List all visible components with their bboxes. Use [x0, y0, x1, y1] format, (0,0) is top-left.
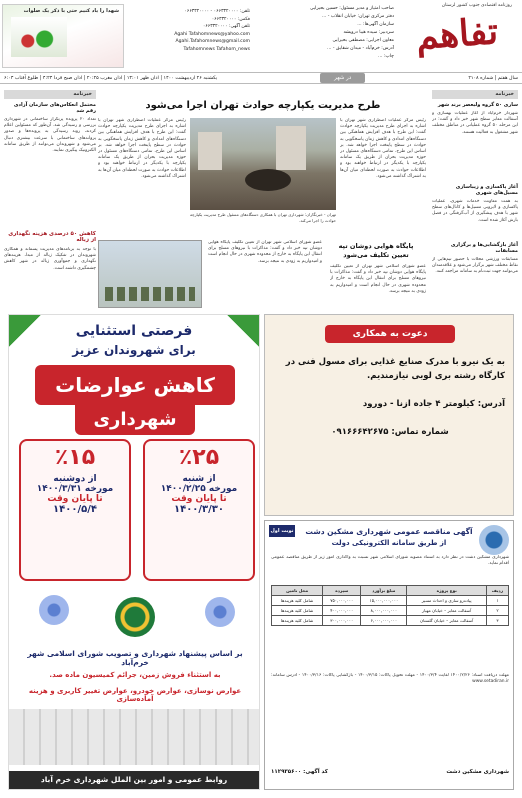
discount-from: از شنبه: [182, 474, 216, 484]
discount-ad: [8, 314, 260, 790]
table-row: [272, 616, 509, 626]
martyrs-banner: [2, 4, 124, 68]
publisher-line: آدرس: خرم‌آباد - میدان شقایق - ...: [327, 46, 394, 51]
hiring-ad: [264, 314, 514, 516]
building-shape: [276, 126, 306, 170]
publisher-line: سردبیر: سیده هیبا درویشه: [343, 30, 394, 35]
ad-line-1: فرصتی استثنایی: [75, 323, 193, 339]
discount-date: مورخه ۱۴۰۰/۲/۲۵: [160, 484, 238, 494]
discount-date: مورخه ۱۴۰۰/۳/۳۱: [36, 484, 114, 494]
discount-box-left: [19, 439, 131, 581]
table-cell: ۱: [486, 596, 508, 606]
discount-percent: ٪۲۵: [178, 445, 220, 470]
sub-article-text: عضو شورای اسلامی شهر تهران از تعیین تکلیف پایگاه هوایی دوشان تپه خبر داد و گفت: مذاکرات با نیروهای مسلح برای انتقال این پایگاه به خارج از محدوده شهری در حال انجام است و امیدواریم به زودی به نتیجه برسد.: [330, 264, 426, 294]
dateline-bar: [0, 72, 522, 84]
table-header: محل تامین: [272, 586, 323, 596]
hiring-phone: شماره تماس: ۰۹۱۶۶۶۴۲۶۷۵: [331, 427, 449, 437]
ad-exception-1: به استثناء فروش زمین، جرائم کمیسیون ماده صد.: [49, 671, 221, 679]
publisher-line: چاپ: ...: [378, 54, 394, 59]
news-title: آغاز پاکسازی و زیباسازی مسیل‌های شهری: [455, 184, 518, 196]
building-shape: [198, 132, 222, 170]
banner-title: شهدا را یاد کنیم حتی با ذکر یک صلوات: [23, 8, 119, 14]
tender-signature: شهرداری مشکین دشت: [446, 769, 509, 775]
news-text: مسابقات ورزشی محلات با حضور تیم‌هایی از نقاط مختلف شهر برگزار می‌شود و علاقه‌مندان می‌توانند جهت ثبت‌نام به سامانه مراجعه کنند.: [432, 257, 518, 275]
discount-end: ۱۴۰۰/۳/۳۰: [173, 504, 225, 515]
tender-intro: شهرداری مشکین دشت در نظر دارد به استناد مصوبه شورای اسلامی شهر نسبت به واگذاری امور زیر از طریق مناقصه عمومی اقدام نماید.: [271, 555, 509, 567]
article-column: رئیس مرکز عملیات اضطراری شهر تهران با اشاره به اجرای طرح مدیریت یکپارچه حوادث گفت: این طرح با هدف افزایش هماهنگی بین دستگاه‌های امدادی و کاهش زمان پاسخگویی به حوادث در سطح پایتخت اجرا خواهد شد. بر اساس این طرح، تمامی دستگاه‌های مسئول در حوزه مدیریت بحران از طریق یک سامانه یکپارچه با یکدیگر در ارتباط خواهند بود و اطلاعات حوادث به صورت لحظه‌ای میان آن‌ها به اشتراک گذاشته می‌شود.: [98, 118, 186, 179]
table-cell: ۳۰۰,۰۰۰,۰۰۰: [323, 616, 361, 626]
right-news-column: [432, 90, 518, 310]
table-row: [272, 606, 509, 616]
news-text: به همت معاونت خدمات شهری، عملیات پاکسازی و لایروبی مسیل‌ها و کانال‌های سطح شهر با هدف پیشگیری از آب‌گرفتگی در فصل بارش آغاز شده است.: [432, 199, 518, 223]
ad-basis: بر اساس پیشنهاد شهرداری و تصویب شورای اسلامی شهر خرم‌آباد: [27, 649, 243, 667]
news-text: شهردار خرم‌آباد از آغاز عملیات بهسازی و آسفالت معابر سطح شهر خبر داد و گفت: در این مرحله ۵۰ گروه عملیاتی در مناطق مختلف شهر مشغول به فعالیت هستند.: [432, 111, 518, 135]
discount-end: ۱۴۰۰/۵/۴: [53, 504, 97, 515]
table-header: نوع پروژه: [407, 586, 487, 596]
news-title: ساری ۵۰ گروه ولیعصر برند شهر: [437, 102, 518, 108]
ad-banner-2: شهرداری: [75, 405, 195, 435]
table-cell: آسفالت معابر – خیابان مهیار: [407, 606, 487, 616]
newspaper-logo: تفاهم: [414, 10, 500, 58]
sinkhole-photo: [190, 118, 336, 210]
publisher-line: معاون اجرایی: مصطفی بحیرایی: [332, 38, 394, 43]
table-cell: شامل کلیه هزینه‌ها: [272, 606, 323, 616]
section-label: در شهر: [320, 73, 365, 83]
main-headline: طرح مدیریت یکپارچه حوادث تهران اجرا می‌شود: [145, 100, 381, 111]
sub-headline-line: تعیین تکلیف می‌شود: [343, 251, 409, 259]
table-cell: ۳: [486, 616, 508, 626]
hiring-title: دعوت به همکاری: [325, 325, 455, 343]
news-text: با توجه به برنامه‌های مدیریت پسماند و همکاری شهروندان در تفکیک زباله از مبدا، هزینه‌های نگهداری و جمع‌آوری زباله در شهر کاهش چشمگیری داشته است.: [4, 247, 96, 271]
discount-until: تا پایان وقت: [47, 494, 103, 504]
table-header: مبلغ برآورد: [361, 586, 407, 596]
masthead: [0, 0, 522, 86]
table-cell: ۱۵,۰۰۰,۰۰۰,۰۰۰: [361, 596, 407, 606]
table-cell: ۸,۰۰۰,۰۰۰,۰۰۰: [361, 606, 407, 616]
contact-line: تلفن آگهی: ۰۶۶۳۳۲۰۰۰۰: [202, 24, 250, 30]
table-cell: آسفالت معابر – خیابان گلستان: [407, 616, 487, 626]
column-heading: خبرنامه: [4, 90, 96, 99]
publisher-line: صاحب امتیاز و مدیر مسئول: حسین بحیرایی: [309, 6, 394, 11]
discount-percent: ٪۱۵: [54, 445, 96, 470]
article-column: رئیس مرکز عملیات اضطراری شهر تهران با اشاره به اجرای طرح مدیریت یکپارچه حوادث گفت: این طرح با هدف افزایش هماهنگی بین دستگاه‌های امدادی و کاهش زمان پاسخگویی به حوادث در سطح پایتخت اجرا خواهد شد. بر اساس این طرح، تمامی دستگاه‌های مسئول در حوزه مدیریت بحران از طریق یک سامانه یکپارچه با یکدیگر در ارتباط خواهند بود و اطلاعات حوادث به صورت لحظه‌ای میان آن‌ها به اشتراک گذاشته می‌شود.: [340, 118, 426, 179]
table-cell: ۲: [486, 606, 508, 616]
tender-ad: [264, 520, 514, 790]
municipality-logo: [479, 525, 509, 555]
banner-image: [11, 17, 67, 57]
discount-from: از دوشنبه: [53, 474, 97, 484]
table-cell: پیاده‌رو سازی و احداث مسیر: [407, 596, 487, 606]
tender-table: [271, 585, 509, 626]
table-cell: ۴۰۰,۰۰۰,۰۰۰: [323, 606, 361, 616]
table-cell: ۶,۰۰۰,۰۰۰,۰۰۰: [361, 616, 407, 626]
table-cell: شامل کلیه هزینه‌ها: [272, 616, 323, 626]
news-text: تعداد ۲۰ پرونده پرتکرار ساختمانی در شهرداری بررسی و رسیدگی شد. آن‌طور که مسئولین اعلام کردند، روند رسیدگی به پرونده‌ها و صدور پروانه‌های ساختمانی با سرعت بیشتری دنبال می‌شود و شهروندان می‌توانند از طریق سامانه الکترونیک پیگیری نمایند.: [4, 117, 96, 154]
decorative-flower: [39, 595, 69, 625]
ad-exception-2: عوارض نوسازی، عوارض خودرو، عوارض تغییر کاربری و هزینه آماده‌سازی: [28, 687, 242, 703]
contact-line: تلفن: ۰۶۶۳۳۲۰۰۰۰ - ۰۶۶۳۳۲۰۰۰۰: [184, 9, 250, 14]
dateline-right: سال هفتم | شماره ۲۱۰۸: [468, 75, 518, 81]
aircraft-row: [105, 287, 195, 301]
table-cell: ۷۵۰,۰۰۰,۰۰۰: [323, 596, 361, 606]
sinkhole-shape: [245, 169, 291, 191]
photo-caption: تهران - خبرنگاران: شهرداری تهران با همکاری دستگاه‌های مسئول طرح مدیریت یکپارچه حوادث را اجرا می‌کند.: [190, 212, 336, 224]
table-cell: شامل کلیه هزینه‌ها: [272, 596, 323, 606]
tender-title-1: آگهی مناقصه عمومی شهرداری مشکین دشت: [305, 527, 473, 536]
publisher-line: دفتر مرکزی تهران: خیابان انقلاب - ...: [321, 14, 394, 19]
hiring-address: آدرس: کیلومتر ۴ جاده ازنا - دورود: [362, 399, 505, 409]
contact-line: Agahi.Tafahomnews@gmail.com: [175, 39, 250, 45]
tender-badge: نوبت اول: [269, 525, 295, 537]
ad-banner-1: کاهش عوارضات: [35, 365, 235, 405]
ad-skyline: [9, 709, 259, 765]
tender-notes: مهلت دریافت اسناد: ۱۴۰۰/۲/۲۶ لغایت ۱۴۰۰/۳/۴ - مهلت تحویل پاکات: ۱۴۰۰/۳/۱۵ - بازگشایی پاکات: ۱۴۰۰/۳/۱۶ - آدرس سامانه: www.setadiran.ir: [271, 673, 509, 685]
discount-box-right: [143, 439, 255, 581]
table-header: ردیف: [486, 586, 508, 596]
sub-article-text: عضو شورای اسلامی شهر تهران از تعیین تکلیف پایگاه هوایی دوشان تپه خبر داد و گفت: مذاکرات با نیروهای مسلح برای انتقال این پایگاه به خارج از محدوده شهری در حال انجام است و امیدواریم به زودی به نتیجه برسد.: [208, 240, 322, 264]
hiring-text: به یک نیرو با مدرک صنایع غذایی برای مسول فنی در کارگاه رشته بری لوبی نیازمندیم.: [285, 357, 505, 381]
left-news-column: [4, 90, 96, 310]
publisher-info: [244, 5, 394, 61]
table-header-row: [272, 586, 509, 596]
table-header: سپرده: [323, 586, 361, 596]
dateline-left: یکشنبه ۲۶ اردیبهشت ۱۴۰۰ | اذان ظهر ۱۳:۰۱ | اذان مغرب ۲۰:۲۵ | اذان صبح فردا ۴:۲۳ | طلوع آفتاب ۶:۰۳: [4, 75, 218, 81]
table-row: [272, 596, 509, 606]
publisher-line: سازمان آگهی‌ها: ...: [357, 22, 394, 27]
news-title: محتمل انعکاس‌های سازمان آزادی رقم شد: [13, 102, 96, 114]
contact-line: Agahi Tafahomnews@yahoo.com: [174, 31, 250, 37]
sub-headline-line: پایگاه هوایی دوشان تپه: [338, 242, 414, 250]
sub-headline: [326, 242, 426, 260]
news-title: آغاز بازگشایی‌ها و برگزاری مسابقات: [450, 242, 518, 254]
contact-info: [130, 8, 250, 54]
decorative-flower: [205, 597, 235, 627]
ad-footer: روابط عمومی و امور بین الملل شهرداری خرم آباد: [9, 771, 259, 789]
tender-title-2: از طریق سامانه الکترونیکی دولت: [331, 539, 447, 547]
contact-line: فکس: ۰۶۶۳۳۲۰۰۰۰: [211, 16, 250, 22]
ad-line-2: برای شهروندان عزیز: [72, 343, 196, 357]
discount-until: تا پایان وقت: [171, 494, 227, 504]
airbase-photo: [98, 240, 202, 308]
news-title: کاهش ۵۰ درصدی هزینه نگهداری از زباله: [8, 231, 96, 243]
contact-line: Tafahomnews Tafahom_news: [183, 46, 250, 52]
municipality-emblem: [115, 597, 155, 637]
masthead-tagline: روزنامه اقتصادی جنوب کشور لرستان: [441, 3, 512, 8]
tender-code: کد آگهی: ۱۱۲۹۳۵۶۰۰: [271, 769, 328, 775]
column-heading: خبرنامه: [432, 90, 518, 99]
center-section: [98, 90, 428, 312]
